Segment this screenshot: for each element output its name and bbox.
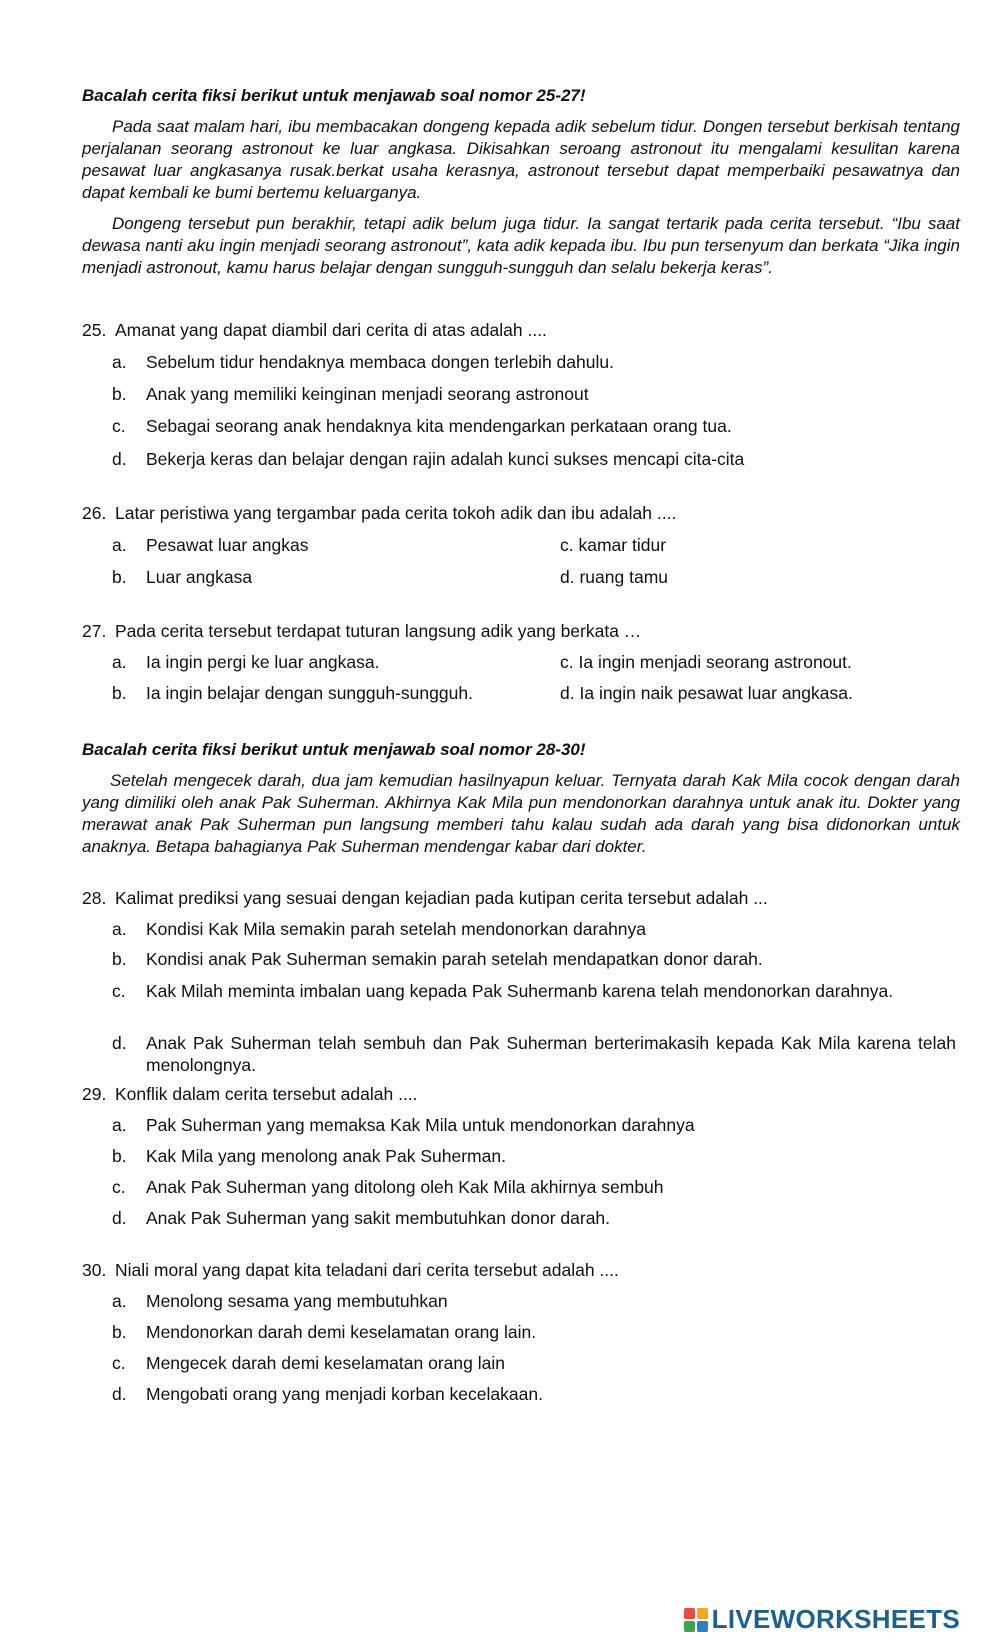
option-text: Anak yang memiliki keinginan menjadi seorang astronout xyxy=(146,384,589,404)
option-text: Anak Pak Suherman yang ditolong oleh Kak Mila akhirnya sembuh xyxy=(146,1177,664,1197)
option-letter: c. xyxy=(560,652,574,672)
story-paragraph: Setelah mengecek darah, dua jam kemudian hasilnyapun keluar. Ternyata darah Kak Mila cocok dengan darah yang dimiliki oleh anak Pak Suherman. Akhirnya Kak Mila pun mendonorkan darahnya untuk anak itu. Dokter yang merawat anak Pak Suherman pun langsung memberi tahu kalau sudah ada darah yang bisa didonorkan untuk anaknya. Betapa bahagianya Pak Suherman mendengar kabar dari dokter. xyxy=(82,771,960,856)
option-text: Kak Milah meminta imbalan uang kepada Pak Suhermanb karena telah mendonorkan darahnya. xyxy=(146,981,894,1001)
option-letter: a. xyxy=(112,652,127,672)
question-30 xyxy=(82,1259,962,1281)
option-letter: a. xyxy=(112,1291,127,1311)
question-text: Niali moral yang dapat kita teladani dari cerita tersebut adalah .... xyxy=(115,1260,619,1280)
question-25 xyxy=(82,319,962,341)
question-text: Konflik dalam cerita tersebut adalah .... xyxy=(115,1084,418,1104)
option-letter: d. xyxy=(112,1208,127,1228)
option-28c[interactable] xyxy=(112,980,962,1026)
option-text: Ia ingin menjadi seorang astronout. xyxy=(578,652,852,672)
option-letter: a. xyxy=(112,919,127,939)
question-29 xyxy=(82,1083,962,1105)
option-letter: a. xyxy=(112,352,127,372)
question-27 xyxy=(82,620,962,642)
question-text: Kalimat prediksi yang sesuai dengan kejadian pada kutipan cerita tersebut adalah ... xyxy=(115,888,768,908)
option-text: Kak Mila yang menolong anak Pak Suherman. xyxy=(146,1146,506,1166)
question-number: 25. xyxy=(82,320,107,340)
option-letter: d. xyxy=(560,567,575,587)
question-text: Pada cerita tersebut terdapat tuturan langsung adik yang berkata … xyxy=(115,621,642,641)
section2-story xyxy=(82,770,960,858)
option-letter: a. xyxy=(112,1115,127,1135)
option-letter: b. xyxy=(112,384,127,404)
question-text: Latar peristiwa yang tergambar pada cerita tokoh adik dan ibu adalah .... xyxy=(115,503,677,523)
option-text: Ia ingin naik pesawat luar angkasa. xyxy=(579,683,853,703)
section2-heading: Bacalah cerita fiksi berikut untuk menjawab soal nomor 28-30! xyxy=(82,740,586,759)
option-text: Anak Pak Suherman telah sembuh dan Pak Suherman berterimakasih kepada Kak Mila karena telah menolongnya. xyxy=(146,1033,956,1075)
option-text: Sebelum tidur hendaknya membaca dongen terlebih dahulu. xyxy=(146,352,614,372)
option-letter: c. xyxy=(112,416,126,436)
section1-story xyxy=(82,116,960,279)
option-letter: d. xyxy=(112,1384,127,1404)
option-27d[interactable] xyxy=(560,682,853,704)
option-text: ruang tamu xyxy=(579,567,669,587)
question-number: 26. xyxy=(82,503,107,523)
logo-grid-icon xyxy=(684,1608,708,1632)
question-number: 27. xyxy=(82,621,107,641)
option-letter: b. xyxy=(112,1322,127,1342)
option-text: Ia ingin pergi ke luar angkasa. xyxy=(146,652,380,672)
question-26 xyxy=(82,502,962,524)
option-letter: b. xyxy=(112,949,127,969)
option-text: Pesawat luar angkas xyxy=(146,535,309,555)
option-letter: c. xyxy=(112,1353,126,1373)
question-28 xyxy=(82,887,962,909)
option-letter: b. xyxy=(112,567,127,587)
option-26c[interactable] xyxy=(560,534,666,556)
option-text: Ia ingin belajar dengan sungguh-sungguh. xyxy=(146,683,473,703)
section1-heading: Bacalah cerita fiksi berikut untuk menjawab soal nomor 25-27! xyxy=(82,86,586,105)
option-letter: b. xyxy=(112,1146,127,1166)
option-letter: d. xyxy=(112,449,127,469)
liveworksheets-logo[interactable] xyxy=(684,1604,960,1635)
option-text: Anak Pak Suherman yang sakit membutuhkan donor darah. xyxy=(146,1208,611,1228)
option-letter: c. xyxy=(112,981,126,1001)
option-text: Kondisi anak Pak Suherman semakin parah setelah mendapatkan donor darah. xyxy=(146,949,763,969)
option-27c[interactable] xyxy=(560,651,852,673)
option-text: Luar angkasa xyxy=(146,567,253,587)
option-letter: a. xyxy=(112,535,127,555)
option-text: kamar tidur xyxy=(578,535,667,555)
option-text: Mendonorkan darah demi keselamatan orang lain. xyxy=(146,1322,537,1342)
option-text: Kondisi Kak Mila semakin parah setelah mendonorkan darahnya xyxy=(146,919,647,939)
question-text: Amanat yang dapat diambil dari cerita di atas adalah .... xyxy=(115,320,547,340)
story-paragraph: Pada saat malam hari, ibu membacakan dongeng kepada adik sebelum tidur. Dongen tersebut berkisah tentang perjalanan seorang astronout ke luar angkasa. Dikisahkan seroang astronout itu mengalami kesulitan karena pesawat luar angkasanya rusak.berkat usaha kerasnya, astronout tersebut dapat memperbaiki pesawatnya dan dapat kembali ke bumi bertemu keluarganya. xyxy=(82,117,960,202)
logo-text: LIVEWORKSHEETS xyxy=(711,1604,960,1634)
option-text: Bekerja keras dan belajar dengan rajin adalah kunci sukses mencapi cita-cita xyxy=(146,449,745,469)
option-text: Menolong sesama yang membutuhkan xyxy=(146,1291,448,1311)
option-letter: c. xyxy=(560,535,574,555)
option-letter: d. xyxy=(112,1033,127,1053)
question-number: 28. xyxy=(82,888,107,908)
option-26d[interactable] xyxy=(560,566,668,588)
option-text: Mengecek darah demi keselamatan orang lain xyxy=(146,1353,505,1373)
story-paragraph: Dongeng tersebut pun berakhir, tetapi adik belum juga tidur. Ia sangat tertarik pada cerita tersebut. “Ibu saat dewasa nanti aku ingin menjadi seorang astronout”, kata adik kepada ibu. Ibu pun tersenyum dan berkata “Jika ingin menjadi astronout, kamu harus belajar dengan sungguh-sungguh dan selalu bekerja keras”. xyxy=(82,214,960,277)
question-number: 30. xyxy=(82,1260,107,1280)
option-28d[interactable] xyxy=(112,1032,962,1078)
option-letter: c. xyxy=(112,1177,126,1197)
question-number: 29. xyxy=(82,1084,107,1104)
option-text: Mengobati orang yang menjadi korban kecelakaan. xyxy=(146,1384,543,1404)
option-letter: b. xyxy=(112,683,127,703)
option-text: Sebagai seorang anak hendaknya kita mendengarkan perkataan orang tua. xyxy=(146,416,732,436)
option-letter: d. xyxy=(560,683,575,703)
option-text: Pak Suherman yang memaksa Kak Mila untuk mendonorkan darahnya xyxy=(146,1115,695,1135)
